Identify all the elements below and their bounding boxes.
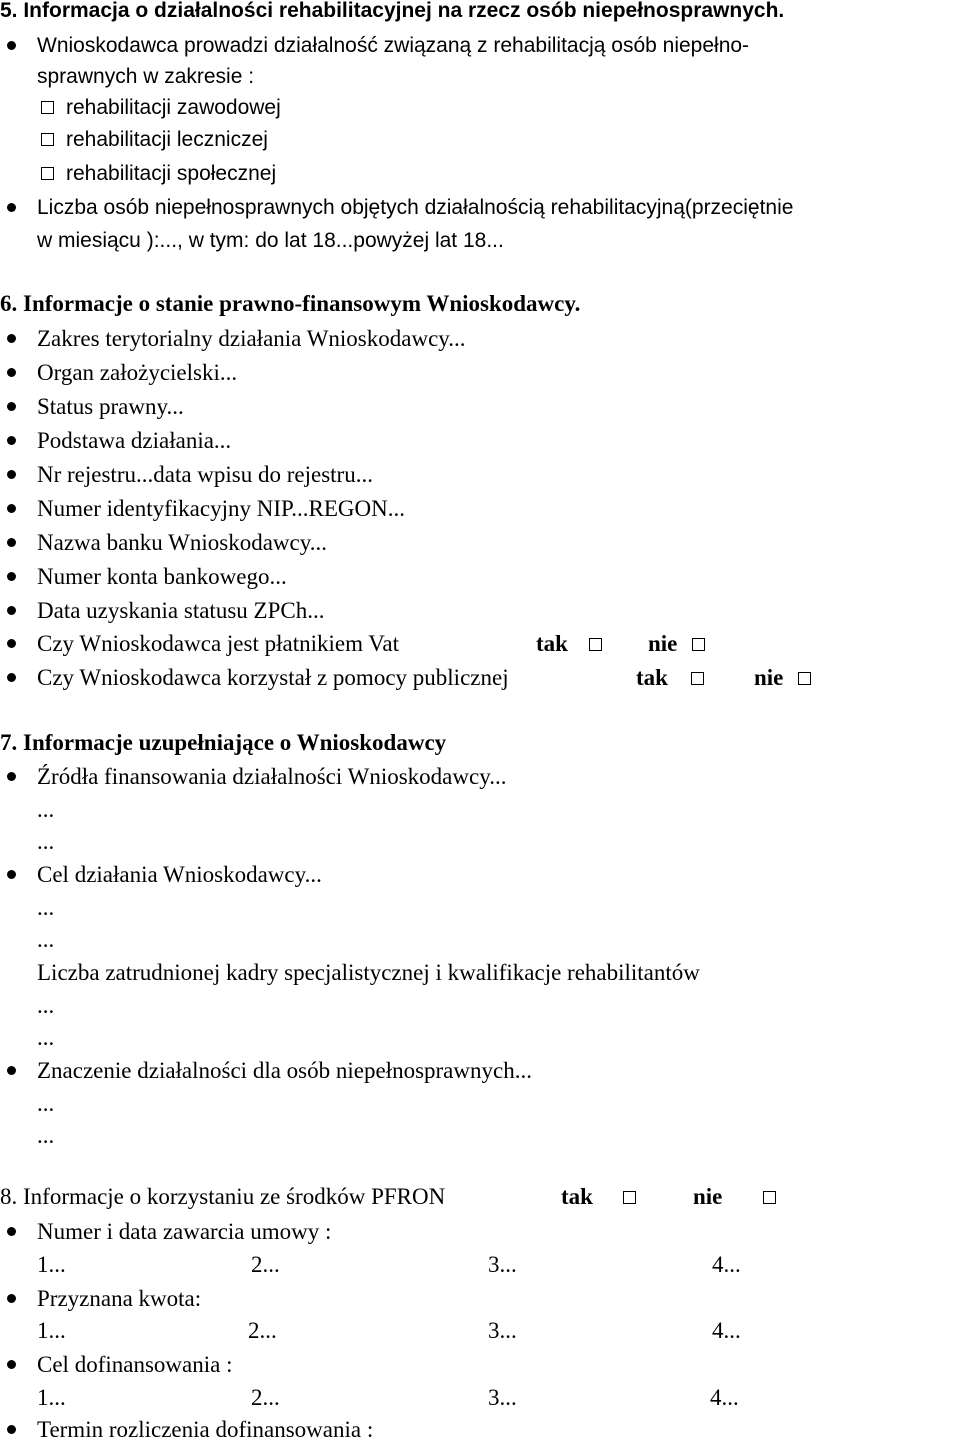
supplementary-label: Źródła finansowania działalności Wnioskodawcy... (37, 764, 507, 789)
purpose-field-1[interactable]: 1... (37, 1385, 66, 1410)
bullet-icon (7, 1425, 16, 1434)
purpose-field-3[interactable]: 3... (488, 1385, 517, 1410)
supplementary-label: ... (37, 993, 55, 1018)
bullet-icon (7, 606, 16, 615)
fill-in-line[interactable] (0, 989, 960, 1022)
bullet-icon (7, 673, 16, 682)
checkbox-icon[interactable] (41, 91, 54, 124)
option-label: rehabilitacji leczniczej (66, 128, 268, 151)
option-rehab-zawodowa[interactable] (0, 91, 960, 124)
section-6-title: 6. Informacje o stanie prawno-finansowym Wnioskodawcy. (0, 291, 581, 316)
supplementary-label: ... (37, 1025, 55, 1050)
fill-in-line[interactable] (0, 1087, 960, 1120)
contract-field-1[interactable]: 1... (37, 1252, 66, 1277)
purpose-fields (0, 1381, 960, 1414)
purpose-row (0, 1348, 960, 1381)
count-line-1: Liczba osób niepełnosprawnych objętych działalnością rehabilitacyjną(przeciętnie (37, 196, 794, 219)
bullet-icon (7, 368, 16, 377)
section-5-intro (0, 29, 960, 62)
bullet-icon (7, 41, 16, 50)
aid-yes-label: tak (636, 665, 668, 690)
fill-in-line[interactable] (0, 891, 960, 924)
settlement-label: Termin rozliczenia dofinansowania : (37, 1417, 374, 1442)
purpose-field-2[interactable]: 2... (251, 1385, 280, 1410)
supplementary-label: ... (37, 797, 55, 822)
legal-info-label: Data uzyskania statusu ZPCh... (37, 598, 325, 623)
settlement-row (0, 1413, 960, 1446)
bullet-icon (7, 1294, 16, 1303)
fill-in-line[interactable] (0, 956, 960, 989)
legal-info-item[interactable] (0, 322, 960, 355)
fill-in-line[interactable] (0, 923, 960, 956)
legal-info-item[interactable] (0, 560, 960, 593)
supplementary-label: ... (37, 829, 55, 854)
contract-label: Numer i data zawarcia umowy : (37, 1219, 332, 1244)
bullet-icon (7, 772, 16, 781)
supplementary-item[interactable] (0, 1054, 960, 1087)
option-label: rehabilitacji społecznej (66, 162, 277, 185)
bullet-icon (7, 203, 16, 212)
supplementary-item[interactable] (0, 858, 960, 891)
bullet-icon (7, 1360, 16, 1369)
supplementary-label: Liczba zatrudnionej kadry specjalistycznej i kwalifikacje rehabilitantów (37, 960, 700, 985)
vat-yes-checkbox[interactable] (589, 627, 602, 660)
section-8-title: 8. Informacje o korzystaniu ze środków PFRON (0, 1184, 446, 1209)
legal-info-item[interactable] (0, 458, 960, 491)
legal-info-label: Status prawny... (37, 394, 184, 419)
vat-no-checkbox[interactable] (692, 627, 705, 660)
contract-field-3[interactable]: 3... (488, 1252, 517, 1277)
supplementary-label: Znaczenie działalności dla osób niepełnosprawnych... (37, 1058, 532, 1083)
contract-fields (0, 1248, 960, 1281)
legal-info-item[interactable] (0, 424, 960, 457)
pfron-yes-label: tak (561, 1184, 593, 1209)
contract-row (0, 1215, 960, 1248)
pfron-no-label: nie (693, 1184, 723, 1209)
legal-info-item[interactable] (0, 594, 960, 627)
legal-info-item[interactable] (0, 390, 960, 423)
pfron-no-checkbox[interactable] (763, 1180, 776, 1213)
supplementary-label: ... (37, 927, 55, 952)
bullet-icon (7, 639, 16, 648)
fill-in-line[interactable] (0, 1119, 960, 1152)
aid-question-label: Czy Wnioskodawca korzystał z pomocy publicznej (37, 665, 509, 690)
supplementary-label: Cel działania Wnioskodawcy... (37, 862, 322, 887)
checkbox-icon[interactable] (41, 123, 54, 156)
aid-no-checkbox[interactable] (798, 661, 811, 694)
section-5-title: 5. Informacja o działalności rehabilitacyjnej na rzecz osób niepełnosprawnych. (0, 0, 785, 22)
legal-info-label: Numer konta bankowego... (37, 564, 287, 589)
legal-info-label: Organ założycielski... (37, 360, 238, 385)
legal-info-item[interactable] (0, 492, 960, 525)
vat-question-label: Czy Wnioskodawca jest płatnikiem Vat (37, 631, 399, 656)
legal-info-label: Nazwa banku Wnioskodawcy... (37, 530, 327, 555)
vat-yes-label: tak (536, 631, 568, 656)
amount-fields (0, 1314, 960, 1347)
vat-no-label: nie (648, 631, 678, 656)
bullet-icon (7, 402, 16, 411)
bullet-icon (7, 538, 16, 547)
legal-info-label: Podstawa działania... (37, 428, 232, 453)
count-line-2: w miesiącu ):..., w tym: do lat 18...powyżej lat 18... (37, 229, 504, 252)
purpose-field-4[interactable]: 4... (710, 1385, 739, 1410)
bullet-icon (7, 870, 16, 879)
aid-question (0, 661, 960, 694)
bullet-icon (7, 504, 16, 513)
bullet-icon (7, 334, 16, 343)
amount-field-4[interactable]: 4... (712, 1318, 741, 1343)
purpose-label: Cel dofinansowania : (37, 1352, 233, 1377)
amount-field-2[interactable]: 2... (248, 1318, 277, 1343)
fill-in-line[interactable] (0, 1021, 960, 1054)
section-7-title: 7. Informacje uzupełniające o Wnioskodawcy (0, 730, 447, 755)
section-5-intro-cont (0, 60, 960, 93)
aid-no-label: nie (754, 665, 784, 690)
contract-field-4[interactable]: 4... (712, 1252, 741, 1277)
option-rehab-lecznicza[interactable] (0, 123, 960, 156)
bullet-icon (7, 436, 16, 445)
pfron-yes-checkbox[interactable] (623, 1180, 636, 1213)
legal-info-label: Zakres terytorialny działania Wnioskodawcy... (37, 326, 466, 351)
count-question-cont (0, 224, 960, 257)
supplementary-label: ... (37, 1123, 55, 1148)
bullet-icon (7, 1227, 16, 1236)
fill-in-line[interactable] (0, 825, 960, 858)
count-question (0, 191, 960, 224)
supplementary-item[interactable] (0, 760, 960, 793)
section-8-title-row (0, 1180, 960, 1213)
bullet-icon (7, 1066, 16, 1075)
amount-field-3[interactable]: 3... (488, 1318, 517, 1343)
fill-in-line[interactable] (0, 793, 960, 826)
amount-field-1[interactable]: 1... (37, 1318, 66, 1343)
legal-info-label: Numer identyfikacyjny NIP...REGON... (37, 496, 405, 521)
bullet-icon (7, 470, 16, 479)
legal-info-item[interactable] (0, 356, 960, 389)
option-label: rehabilitacji zawodowej (66, 96, 281, 119)
option-rehab-spoleczna[interactable] (0, 157, 960, 190)
legal-info-item[interactable] (0, 526, 960, 559)
vat-question (0, 627, 960, 660)
supplementary-label: ... (37, 895, 55, 920)
bullet-icon (7, 572, 16, 581)
supplementary-label: ... (37, 1091, 55, 1116)
contract-field-2[interactable]: 2... (251, 1252, 280, 1277)
amount-label: Przyznana kwota: (37, 1286, 202, 1311)
legal-info-label: Nr rejestru...data wpisu do rejestru... (37, 462, 373, 487)
intro-line-2: sprawnych w zakresie : (37, 65, 255, 88)
intro-line-1: Wnioskodawca prowadzi działalność związaną z rehabilitacją osób niepełno- (37, 34, 750, 57)
aid-yes-checkbox[interactable] (691, 661, 704, 694)
amount-row (0, 1282, 960, 1315)
checkbox-icon[interactable] (41, 157, 54, 190)
